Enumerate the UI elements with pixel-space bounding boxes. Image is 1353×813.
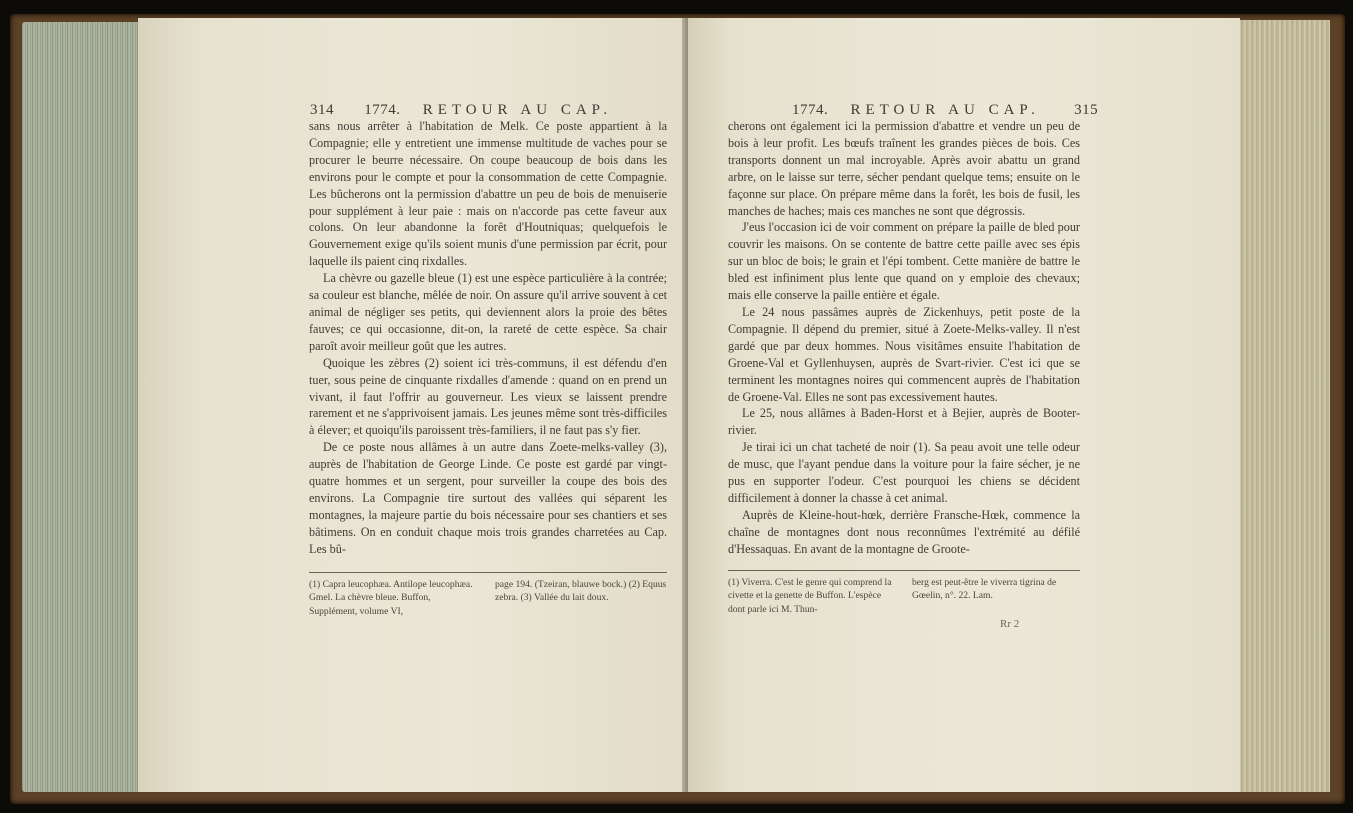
right-footnote-column: (1) Viverra. C'est le genre qui comprend la civette et la genette de Buffon. L'espèce dont parle ici M. Thun- (728, 577, 892, 615)
left-paragraph: sans nous arrêter à l'habitation de Melk. Ce poste appartient à la Compagnie; elle y entretient une immense multitude de vaches pour se procurer le beurre nécessaire. On coupe beaucoup de bois dans les environs pour le compte et pour la consommation de cette Compagnie. Les bûcherons ont la permission d'abattre un peu de bois de menuiserie pour supplément à leur paie : mais on n'accorde pas cette faveur aux colons. On leur abandonne la forêt d'Houtniquas; quelquefois le Gouvernement exige qu'ils soient munis d'une permission par écrit, pour laquelle ils paient cinq rixdalles. (309, 119, 667, 269)
right-paragraph: J'eus l'occasion ici de voir comment on prépare la paille de bled pour couvrir les maisons. On se contente de battre cette paille avec ses épis sur un bloc de bois; le grain et l'épi tombent. Cette manière de battre le bled est infiniment plus lente que quand on y emploie des chevaux; mais elle conserve la paille entière et égale. (728, 220, 1080, 303)
right-paragraph: Le 24 nous passâmes auprès de Zickenhuys, petit poste de la Compagnie. Il dépend du premier, situé à Zoete-Melks-valley. Il n'est gardé que par deux hommes. Nous visitâmes ensuite l'habitation de Groene-Val et Gyllenhuysen, auprès de Svart-rivier. C'est ici que se terminent les montagnes noires qui commencent auprès de l'habitation de Groene-Val. Elles ne sont pas excessivement hautes. (728, 304, 1080, 404)
left-page-number: 314 (310, 102, 334, 118)
left-paragraph: De ce poste nous allâmes à un autre dans Zoete-melks-valley (3), auprès de l'habitation de George Linde. Ce poste est gardé par vingt-quatre hommes et un sergent, pour surveiller la coupe des bois des environs. La Compagnie tire surtout des vallées qui séparent les montagnes, la majeure partie du bois nécessaire pour ses chantiers et ses bâtimens. On en conduit chaque mois trois grandes charretées au Cap. Les bû- (309, 440, 667, 556)
right-footnotes (728, 576, 1080, 626)
left-footnotes (309, 578, 667, 638)
right-page-number: 315 (1074, 102, 1099, 118)
left-page (138, 18, 686, 792)
right-paragraph: cherons ont également ici la permission d'abattre et vendre un peu de bois à leur profit. Les bœufs traînent les grandes pièces de bois. Ces transports donnent un mal incroyable. Après avoir abattu un grand arbre, on le laisse sur terre, sécher pendant quelque tems; ensuite on le façonne sur place. On prépare même dans la forêt, les bois de fusil, les manches de haches; mais ces manches ne sont que dégrossis. (728, 119, 1080, 218)
left-running-title: RETOUR AU CAP. (422, 102, 613, 118)
left-paragraph: Quoique les zèbres (2) soient ici très-communs, il est défendu d'en tuer, sous peine de cinquante rixdalles d'amende : quand on en prend un vivant, il faut l'offrir au gouverneur. Les vieux se laissent prendre rarement et ne s'apprivoisent jamais. Les jeunes même sont très-difficiles à élever; et quoiqu'ils paroissent très-familiers, il ne faut pas s'y fier. (309, 355, 667, 438)
left-paragraph: La chèvre ou gazelle bleue (1) est une espèce particulière à la contrée; sa couleur est blanche, mêlée de noir. On assure qu'il arrive souvent à cet animal de négliger ses petits, qui deviennent alors la proie des bêtes fauves; ce qui occasionne, dit-on, la rareté de cette espèce. Sa chair paroît avoir meilleur goût que les autres. (309, 271, 667, 353)
right-footnote-rule (728, 570, 1080, 571)
signature-mark: Rr 2 (1000, 618, 1020, 630)
right-page (688, 18, 1240, 792)
left-page-edges (22, 22, 140, 792)
right-body-text (728, 118, 1080, 558)
left-footnote-rule (309, 572, 667, 573)
left-running-head (310, 102, 612, 119)
left-body-text (309, 118, 667, 558)
right-footnote-column: berg est peut-être le viverra tigrina de Gœelin, n°. 22. Lam. (912, 577, 1057, 602)
left-footnote-column: (1) Capra leucophæa. Antilope leucophæa. Gmel. La chèvre bleue. Buffon, Supplément, volume VI, (309, 579, 473, 617)
right-paragraph: Je tirai ici un chat tacheté de noir (1). Sa peau avoit une telle odeur de musc, que l'ayant pendue dans la voiture pour la faire sécher, je ne pus en supporter l'odeur. C'est pourquoi les chiens se décident difficilement à donner la chasse à cet animal. (728, 440, 1080, 505)
right-running-year: 1774. (792, 102, 829, 118)
right-running-head (792, 102, 1098, 119)
right-page-edges (1238, 20, 1330, 792)
left-running-year: 1774. (364, 102, 401, 118)
right-paragraph: Auprès de Kleine-hout-hœk, derrière Fransche-Hœk, commence la chaîne de montagnes dont nous reconnûmes l'extrémité au défilé d'Hessaquas. En avant de la montagne de Groote- (728, 507, 1080, 556)
right-paragraph: Le 25, nous allâmes à Baden-Horst et à Bejier, auprès de Booter-rivier. (728, 406, 1080, 438)
left-footnote-column: page 194. (Tzeiran, blauwe bock.) (2) Equus zebra. (3) Vallée du lait doux. (495, 579, 667, 604)
right-running-title: RETOUR AU CAP. (850, 102, 1040, 118)
